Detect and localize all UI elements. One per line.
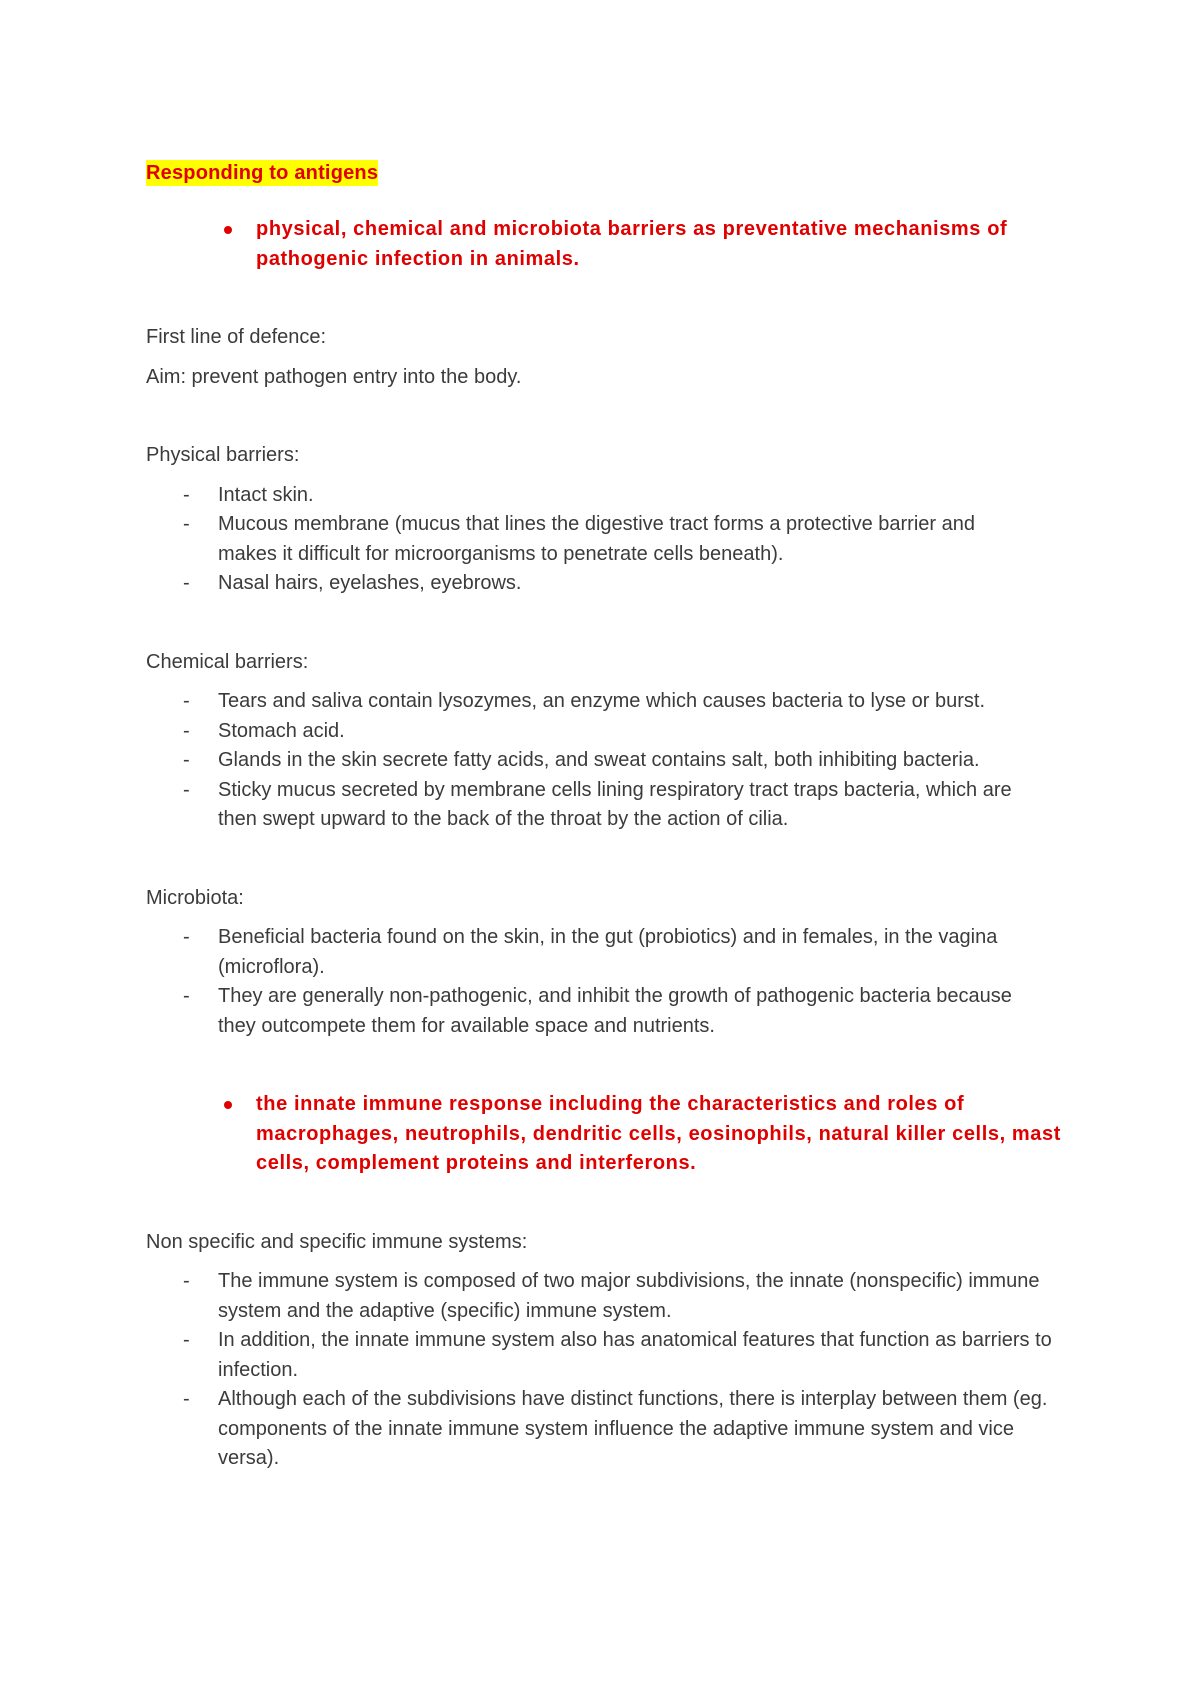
page-title: Responding to antigens [146, 162, 379, 184]
list-item [146, 687, 1036, 717]
list-item-text: They are generally non-pathogenic, and inhibit the growth of pathogenic bacteria because they outcompete them for available space and nutrients. [218, 985, 1012, 1037]
heading-row [146, 160, 1066, 186]
physical-barriers-title: Physical barriers: [146, 444, 300, 466]
list-item-text: Although each of the subdivisions have distinct functions, there is interplay between them (eg. components of the innate immune system influence the adaptive immune system and vice versa). [218, 1388, 1048, 1469]
dash-bullet: - [183, 926, 190, 948]
dash-bullet: - [183, 690, 190, 712]
dash-bullet: - [183, 1388, 190, 1410]
list-item [146, 569, 1036, 599]
dash-bullet: - [183, 985, 190, 1007]
list-item [146, 717, 1036, 747]
list-item-text: Mucous membrane (mucus that lines the digestive tract forms a protective barrier and makes it difficult for microorganisms to penetrate cells beneath). [218, 513, 975, 565]
immune-systems-title: Non specific and specific immune systems: [146, 1230, 528, 1253]
list-item-text: The immune system is composed of two major subdivisions, the innate (nonspecific) immune system and the adaptive (specific) immune system. [218, 1270, 1040, 1322]
list-item-text: Tears and saliva contain lysozymes, an enzyme which causes bacteria to lyse or burst. [218, 690, 986, 712]
dash-bullet: - [183, 749, 190, 771]
dash-bullet: - [183, 572, 190, 594]
bullet-icon [224, 226, 232, 234]
list-item [146, 1385, 1066, 1474]
list-item-text: In addition, the innate immune system also has anatomical features that function as barriers to infection. [218, 1329, 1052, 1381]
list-item-text: Sticky mucus secreted by membrane cells lining respiratory tract traps bacteria, which are then swept upward to the back of the throat by the action of cilia. [218, 778, 1012, 830]
list-item [146, 746, 1036, 776]
aim-text: Aim: prevent pathogen entry into the body. [146, 365, 522, 388]
dash-bullet: - [183, 483, 190, 506]
immune-systems-list [146, 1267, 1066, 1474]
chemical-barriers-title: Chemical barriers: [146, 650, 309, 673]
list-item [146, 923, 1036, 982]
objective-barriers-text: physical, chemical and microbiota barriers as preventative mechanisms of pathogenic infection in animals. [256, 218, 1008, 270]
objective-innate-response-text: the innate immune response including the characteristics and roles of macrophages, neutrophils, dendritic cells, eosinophils, natural killer cells, mast cells, complement proteins and interferons. [256, 1093, 1061, 1174]
list-item-text: Nasal hairs, eyelashes, eyebrows. [218, 572, 522, 594]
list-item [146, 1326, 1066, 1385]
microbiota-list [146, 923, 1036, 1041]
list-item [146, 982, 1036, 1041]
dash-bullet: - [183, 1270, 190, 1292]
first-line-label: First line of defence: [146, 326, 327, 348]
list-item-text: Beneficial bacteria found on the skin, in the gut (probiotics) and in females, in the vagina (microflora). [218, 926, 998, 978]
chemical-barriers-list [146, 687, 1036, 835]
document-page [146, 160, 1066, 1474]
list-item-text: Glands in the skin secrete fatty acids, and sweat contains salt, both inhibiting bacteria. [218, 749, 980, 771]
list-item [146, 1267, 1066, 1326]
dash-bullet: - [183, 719, 190, 742]
objective-barriers [146, 215, 1066, 274]
bullet-icon [224, 1101, 232, 1109]
physical-barriers-list [146, 481, 1036, 599]
microbiota-title: Microbiota: [146, 886, 244, 909]
list-item-text: Stomach acid. [218, 719, 345, 742]
list-item [146, 776, 1036, 835]
objective-innate-response [146, 1090, 1086, 1179]
dash-bullet: - [183, 513, 190, 535]
dash-bullet: - [183, 1329, 190, 1351]
list-item [146, 481, 1036, 511]
list-item [146, 510, 1036, 569]
list-item-text: Intact skin. [218, 483, 314, 506]
dash-bullet: - [183, 778, 190, 801]
